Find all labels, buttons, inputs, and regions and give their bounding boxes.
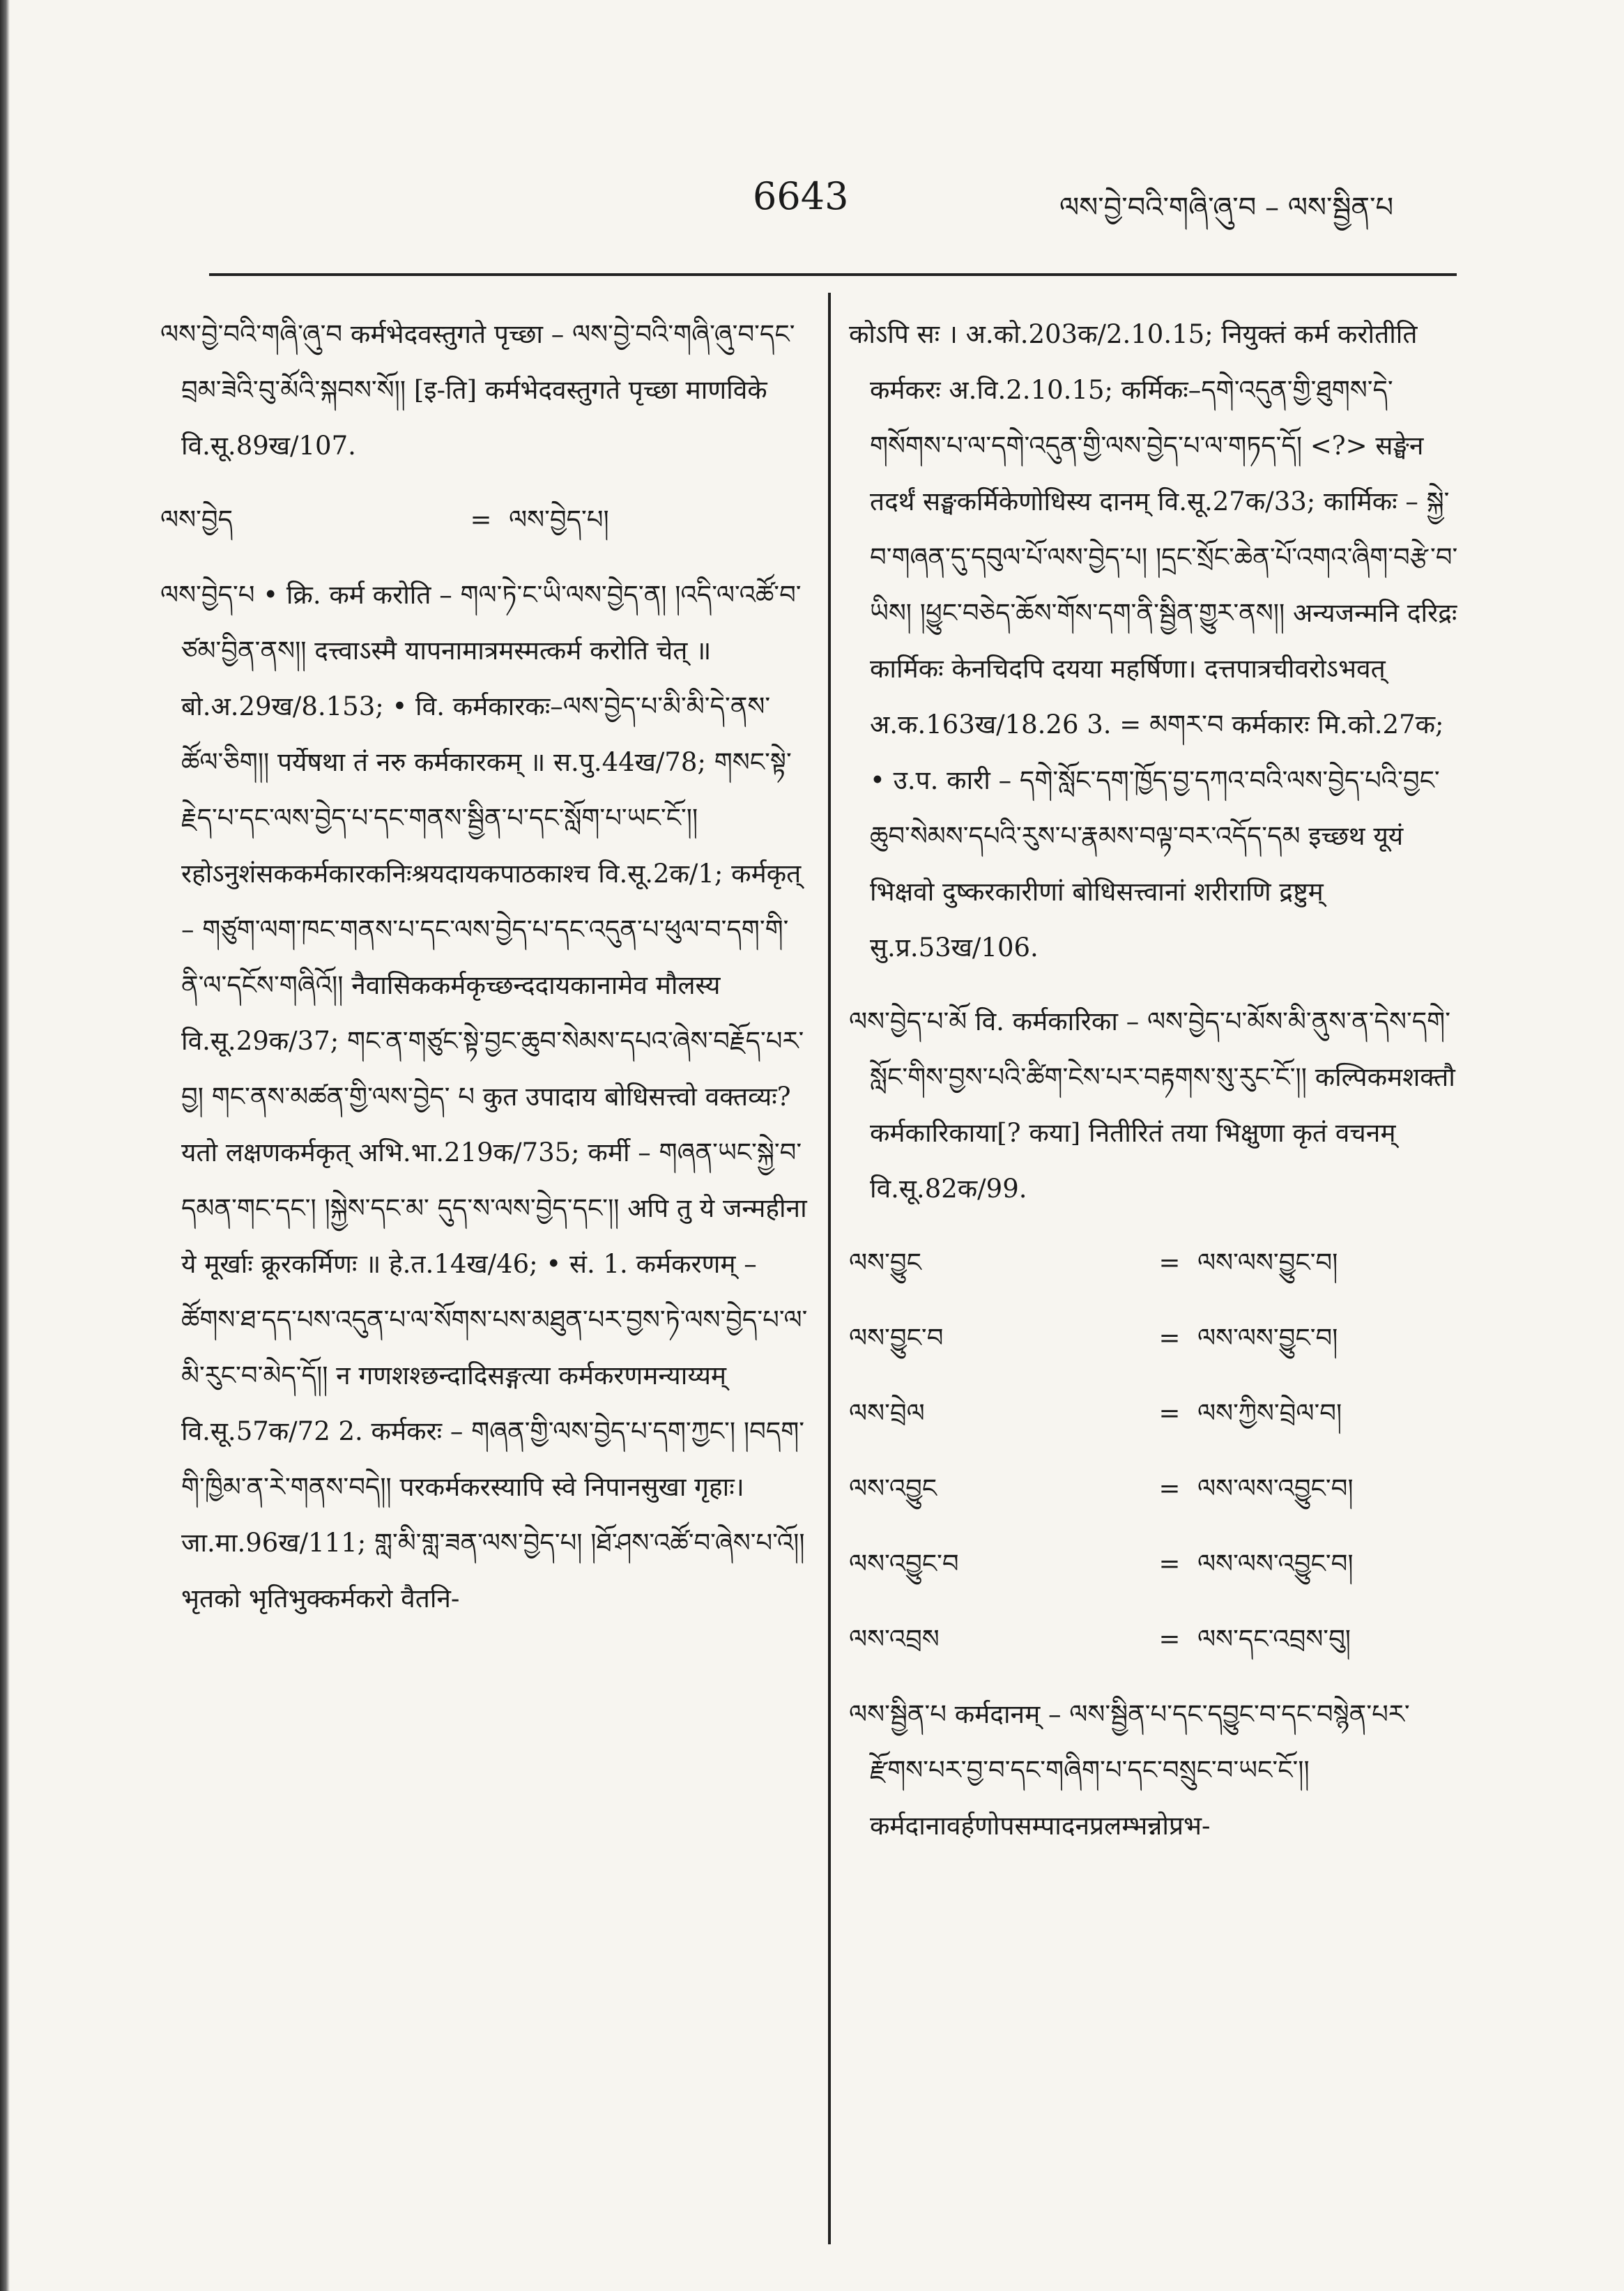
- entry-text: कोऽपि सः । अ.को.203क/2.10.15; नियुक्तं कर्म करोतीति कर्मकरः अ.वि.2.10.15; कर्मिकः–དགེ་འདུན་གྱི་ཐུགས་དེ་གསོགས་པ་ལ་དགེ་འདུན་གྱི་ལས་བྱེད་པ་ལ་གཏད་དོ། <?> सङ्घेन तदर्थं सङ्घकर्मिकेणोधिस्य दानम् वि.सू.27क/33; कार्मिकः – སྐྱེ་བ་གཞན་དུ་དབུལ་པོ་ལས་བྱེད་པ། །དྲང་སྲོང་ཆེན་པོ་འགའ་ཞིག་བརྩེ་བ་ཡིས། །ཕྱུང་བཅེད་ཆོས་གོས་དག་ནི་སྦྱིན་གྱུར་ནས།། अन्यजन्मनि दरिद्रः कार्मिकः केनचिदपि दयया महर्षिणा। दत्तपात्रचीवरोऽभवत् अ.क.163ख/18.26 3. = མགར་བ कर्मकारः मि.को.27क; • उ.प. कारी – དགེ་སློང་དག་ཁྱོད་བྱ་དཀའ་བའི་ལས་བྱེད་པའི་བྱང་ཆུབ་སེམས་དཔའི་རུས་པ་རྣམས་བལྟ་བར་འདོད་དམ इच्छथ यूयं भिक्षवो दुष्करकारीणां बोधिसत्त्वानां शरीराणि द्रष्टुम् सु.प्र.53ख/106.: [849, 319, 1458, 963]
- equals-sign: =: [1158, 1473, 1181, 1503]
- dictionary-entry: [849, 994, 1462, 1217]
- equals-sign: =: [1158, 1248, 1181, 1278]
- dictionary-entry: [160, 307, 809, 474]
- cross-reference-row: [849, 1611, 1462, 1687]
- entry-gap: [849, 976, 1462, 994]
- dictionary-entry: [160, 567, 809, 1627]
- equals-sign: =: [1158, 1398, 1181, 1428]
- column-divider: [828, 293, 831, 2244]
- reference-target: ལས་ཀྱིས་བྲེལ་བ།: [1197, 1398, 1342, 1428]
- headword: ལས་བྱུང: [849, 1248, 921, 1278]
- entry-text: ལས་སྦྱིན་པ कर्मदानम् – ལས་སྦྱིན་པ་དང་དབྱུང་བ་དང་བསྙེན་པར་རྫོགས་པར་བྱ་བ་དང་གཞིག་པ་དང་བསྲུང་བ་ཡང་ངོ་།། कर्मदानावर्हणोपसम्पादनप्रलम्भन्नोप्रभ-: [849, 1699, 1410, 1841]
- reference-target: ལས་བྱེད་པ།: [509, 505, 609, 535]
- entry-text: ལས་བྱེད་པ • क्रि. कर्म करोति – གལ་ཏེ་ང་ཡི་ལས་བྱེད་ན། །འདི་ལ་འཚོ་བ་ཙམ་བྱིན་ནས།། दत्त्वाऽस्मै यापनामात्रमस्मत्कर्म करोति चेत् ॥ बो.अ.29ख/8.153; • वि. कर्मकारकः–ལས་བྱེད་པ་མི་མི་དེ་ནས་ཚོལ་ཅིག།། पर्येषथा तं नरु कर्मकारकम् ॥ स.पु.44ख/78; གསང་སྟེ་རྗེད་པ་དང་ལས་བྱེད་པ་དང་གནས་སྦྱིན་པ་དང་སློག་པ་ཡང་ངོ་།། रहोऽनुशंसककर्मकारकनिःश्रयदायकपाठकाश्च वि.सू.2क/1; कर्मकृत् – གཙུག་ལག་ཁང་གནས་པ་དང་ལས་བྱེད་པ་དང་འདུན་པ་ཕུལ་བ་དག་གི་ནི་ལ་དངོས་གཞིའོ།། नैवासिककर्मकृच्छन्ददायकानामेव मौलस्य वि.सू.29क/37; གང་ན་གཙུང་སྟེ་བྱང་ཆུབ་སེམས་དཔའ་ཞེས་བརྗོད་པར་བྱ། གང་ནས་མཚན་གྱི་ལས་བྱེད་ པ कुत उपादाय बोधिसत्त्वो वक्तव्यः? यतो लक्षणकर्मकृत् अभि.भा.219क/735; कर्मी – གཞན་ཡང་སྐྱེ་བ་དམན་གང་དང་། །སྐྱེས་དང་མ་ དུད་ས་ལས་བྱེད་དང་།། अपि तु ये जन्महीना ये मूर्खाः क्रूरकर्मिणः ॥ हे.त.14ख/46; • सं. 1. कर्मकरणम् – ཚོགས་ཐ་དད་པས་འདུན་པ་ལ་སོགས་པས་མཐུན་པར་བྱས་ཏེ་ལས་བྱེད་པ་ལ་མི་རུང་བ་མེད་དོ།། न गणशश्छन्दादिसङ्गत्या कर्मकरणमन्याय्यम् वि.सू.57क/72 2. कर्मकरः – གཞན་གྱི་ལས་བྱེད་པ་དག་ཀྱང་། །བདག་གི་ཁྱིམ་ན་རེ་གནས་བདེ།། परकर्मकरस्यापि स्वे निपानसुखा गृहाः। जा.मा.96ख/111; གླ་མི་གླ་ཟན་ལས་བྱེད་པ། །ཐོ་ཤས་འཚོ་བ་ཞེས་པ་འོ།། भृतको भृतिभुक्कर्मकरो वैतनि-: [160, 580, 808, 1614]
- headword: ལས་བྲེལ: [849, 1398, 925, 1428]
- headword: ལས་འབྱུང་བ: [849, 1549, 959, 1579]
- equals-sign: =: [470, 505, 492, 535]
- scan-edge-shadow: [0, 0, 10, 2291]
- dictionary-entry: [849, 1687, 1462, 1854]
- cross-reference-row: [849, 1235, 1462, 1310]
- cross-reference-row: [849, 1310, 1462, 1386]
- running-head: ལས་བྱེ་བའི་གཞི་ཞུ་བ – ལས་སྦྱིན་པ: [1059, 192, 1394, 224]
- headword: ལས་བྱུང་བ: [849, 1323, 944, 1353]
- equals-sign: =: [1158, 1624, 1181, 1654]
- cross-reference-row: [160, 492, 809, 567]
- entry-text: ལས་བྱེ་བའི་གཞི་ཞུ་བ कर्मभेदवस्तुगते पृच्छा – ལས་བྱེ་བའི་གཞི་ཞུ་བ་དང་བྲམ་ཟེའི་བུ་མོའི་སྐབས་སོ།། [इ-ति] कर्मभेदवस्तुगते पृच्छा माणविके वि.सू.89ख/107.: [160, 319, 795, 461]
- reference-target: ལས་ལས་བྱུང་བ།: [1197, 1323, 1338, 1353]
- entry-text: ལས་བྱེད་པ་མོ वि. कर्मकारिका – ལས་བྱེད་པ་མོས་མི་ནུས་ན་དེས་དགེ་སློང་གིས་བྱས་པའི་ཚིག་ངེས་པར་བརྟགས་སུ་རུང་ངོ་།། कल्पिकमशक्तौ कर्मकारिकाया[? कया] नितीरितं तया भिक्षुणा कृतं वचनम् वि.सू.82क/99.: [849, 1006, 1455, 1204]
- header-rule: [209, 273, 1457, 276]
- dictionary-entry: [849, 307, 1462, 976]
- headword: ལས་འབྱུང: [849, 1473, 937, 1503]
- entry-gap: [849, 1217, 1462, 1235]
- reference-target: ལས་ལས་འབྱུང་བ།: [1197, 1549, 1354, 1579]
- cross-reference-row: [849, 1386, 1462, 1461]
- entry-gap: [160, 474, 809, 492]
- entry-gap: [849, 1854, 1462, 1872]
- page-number: 6643: [753, 174, 849, 218]
- equals-sign: =: [1158, 1549, 1181, 1579]
- headword: ལས་བྱེད: [160, 505, 233, 535]
- equals-sign: =: [1158, 1323, 1181, 1353]
- cross-reference-row: [849, 1536, 1462, 1611]
- reference-target: ལས་ལས་འབྱུང་བ།: [1197, 1473, 1354, 1503]
- entry-gap: [160, 1627, 809, 1645]
- reference-target: ལས་ལས་བྱུང་བ།: [1197, 1248, 1338, 1278]
- reference-target: ལས་དང་འབྲས་བུ།: [1197, 1624, 1351, 1654]
- headword: ལས་འབྲས: [849, 1624, 940, 1654]
- cross-reference-row: [849, 1461, 1462, 1536]
- left-column: [160, 307, 809, 1645]
- right-column: [849, 307, 1462, 1872]
